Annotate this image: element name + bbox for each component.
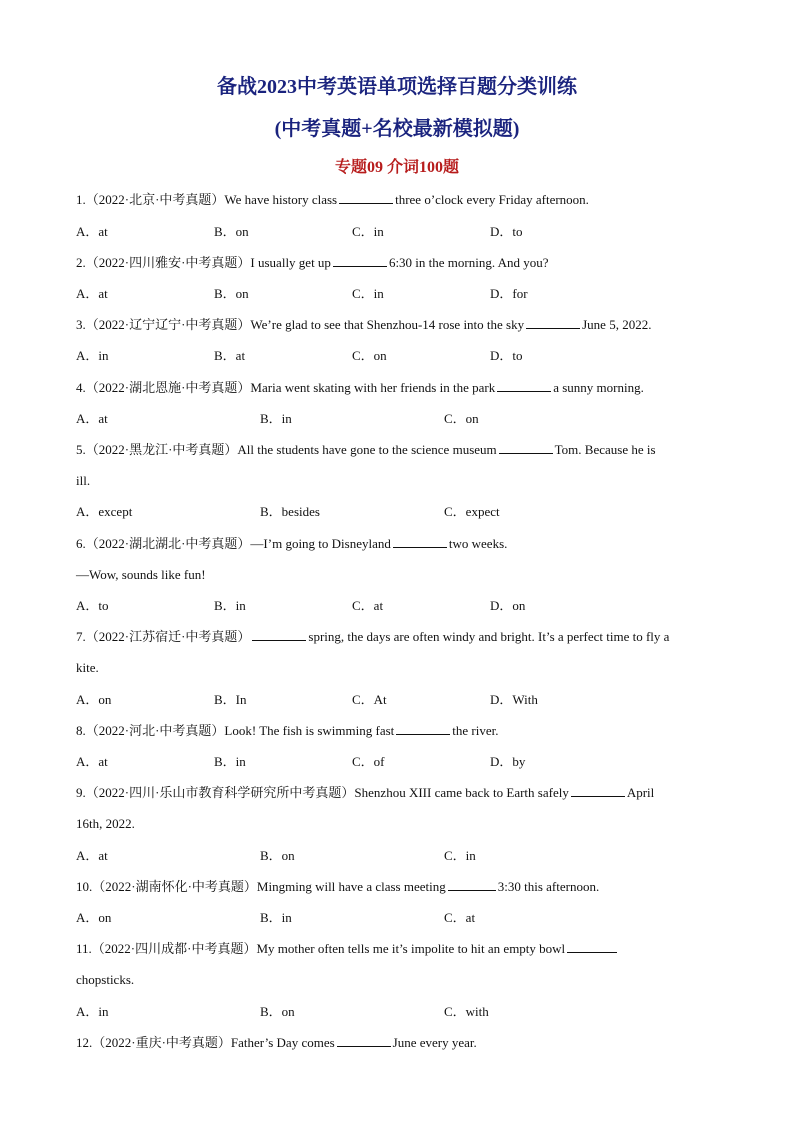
question-source: （2022·湖北恩施·中考真题） — [85, 380, 251, 395]
question-text: We have history class — [224, 192, 338, 207]
question-7-continued — [76, 659, 726, 677]
option-a: A．at — [76, 286, 108, 301]
answer-blank — [396, 722, 450, 735]
answer-blank — [339, 191, 393, 204]
question-6-reply — [76, 566, 726, 584]
question-text: 3:30 this afternoon. — [497, 879, 600, 894]
question-source: （2022·江苏宿迁·中考真题） — [85, 629, 251, 644]
question-source: （2022·辽宁辽宁·中考真题） — [85, 317, 251, 332]
option-a: A．at — [76, 224, 108, 239]
question-text: 6:30 in the morning. And you? — [388, 255, 549, 270]
option-b: B．In — [214, 692, 247, 707]
option-a: A．on — [76, 692, 112, 707]
question-text: April — [626, 785, 655, 800]
question-12 — [76, 1034, 726, 1052]
option-c: C．at — [352, 598, 384, 613]
question-source: （2022·黑龙江·中考真题） — [85, 442, 238, 457]
question-text: Father’s Day comes — [230, 1035, 335, 1050]
option-b: B．on — [260, 848, 295, 863]
option-b: B．in — [214, 754, 246, 769]
answer-blank — [333, 254, 387, 267]
question-text-continued: ill. — [76, 473, 91, 488]
question-text: spring, the days are often windy and bright. It’s a perfect time to fly a — [308, 629, 670, 644]
option-a: A．in — [76, 1004, 109, 1019]
question-text-continued: chopsticks. — [76, 972, 135, 987]
option-c: C．At — [352, 692, 387, 707]
question-number: 8. — [76, 723, 86, 738]
option-b: B．on — [214, 286, 249, 301]
question-text: Maria went skating with her friends in the park — [250, 380, 496, 395]
question-number: 1. — [76, 192, 86, 207]
question-number: 10. — [76, 879, 93, 894]
document-subtitle: (中考真题+名校最新模拟题) — [274, 118, 520, 140]
question-source: （2022·河北·中考真题） — [85, 723, 225, 738]
option-d: D．With — [490, 692, 538, 707]
question-text: Tom. Because he is — [554, 442, 656, 457]
question-text-continued: kite. — [76, 660, 99, 675]
question-number: 4. — [76, 380, 86, 395]
question-source: （2022·四川成都·中考真题） — [91, 941, 257, 956]
question-text: June 5, 2022. — [582, 317, 652, 332]
option-b: B．at — [214, 348, 246, 363]
option-d: D．for — [490, 286, 528, 301]
option-b: B．on — [260, 1004, 295, 1019]
question-text: Look! The fish is swimming fast — [224, 723, 395, 738]
option-a: A．at — [76, 754, 108, 769]
option-c: C．on — [444, 411, 479, 426]
option-c: C．with — [444, 1004, 489, 1019]
question-source: （2022·湖南怀化·中考真题） — [92, 879, 257, 894]
answer-blank — [571, 784, 625, 797]
question-source: （2022·四川·乐山市教育科学研究所中考真题） — [85, 785, 355, 800]
question-text: My mother often tells me it’s impolite to hit an empty bowl — [256, 941, 566, 956]
question-7 — [76, 628, 726, 646]
option-a: A．in — [76, 348, 109, 363]
question-6 — [76, 535, 726, 553]
question-text: We’re glad to see that Shenzhou-14 rose into the sky — [250, 317, 525, 332]
question-text: All the students have gone to the science museum — [237, 442, 497, 457]
option-d: D．to — [490, 348, 523, 363]
option-d: D．by — [490, 754, 526, 769]
question-number: 7. — [76, 629, 86, 644]
question-text: I usually get up — [250, 255, 331, 270]
option-a: A．except — [76, 504, 133, 519]
option-b: B．besides — [260, 504, 320, 519]
option-b: B．in — [214, 598, 246, 613]
question-number: 12. — [76, 1035, 93, 1050]
option-c: C．in — [444, 848, 476, 863]
question-number: 11. — [76, 941, 92, 956]
answer-blank — [337, 1034, 391, 1047]
question-number: 9. — [76, 785, 86, 800]
option-b: B．on — [214, 224, 249, 239]
question-9-continued — [76, 815, 726, 833]
question-source: （2022·北京·中考真题） — [85, 192, 225, 207]
question-number: 3. — [76, 317, 86, 332]
option-c: C．at — [444, 910, 476, 925]
question-11 — [76, 940, 726, 958]
document-title: 备战2023中考英语单项选择百题分类训练 — [217, 76, 577, 98]
question-10 — [76, 878, 726, 896]
question-text: —I’m going to Disneyland — [250, 536, 391, 551]
question-number: 2. — [76, 255, 86, 270]
question-text: two weeks. — [448, 536, 508, 551]
answer-blank — [252, 628, 306, 641]
question-text: a sunny morning. — [553, 380, 644, 395]
option-d: D．to — [490, 224, 523, 239]
option-b: B．in — [260, 910, 292, 925]
answer-blank — [526, 316, 580, 329]
option-b: B．in — [260, 411, 292, 426]
option-a: A．to — [76, 598, 109, 613]
question-source: （2022·重庆·中考真题） — [92, 1035, 231, 1050]
question-source: （2022·四川雅安·中考真题） — [85, 255, 251, 270]
answer-blank — [393, 535, 447, 548]
question-text: Shenzhou XIII came back to Earth safely — [354, 785, 569, 800]
question-5 — [76, 441, 726, 459]
question-text-continued: 16th, 2022. — [76, 816, 135, 831]
question-text: Mingming will have a class meeting — [256, 879, 446, 894]
option-c: C．on — [352, 348, 387, 363]
question-9 — [76, 784, 726, 802]
answer-blank — [567, 940, 617, 953]
option-c: C．in — [352, 224, 384, 239]
option-c: C．in — [352, 286, 384, 301]
answer-blank — [499, 441, 553, 454]
topic-heading: 专题09 介词100题 — [334, 159, 459, 176]
question-text: three o’clock every Friday afternoon. — [395, 192, 589, 207]
question-11-continued — [76, 971, 726, 989]
question-5-continued — [76, 472, 726, 490]
question-text: the river. — [452, 723, 499, 738]
question-number: 6. — [76, 536, 86, 551]
question-text: June every year. — [392, 1035, 477, 1050]
question-source: （2022·湖北湖北·中考真题） — [85, 536, 251, 551]
question-8 — [76, 722, 726, 740]
option-c: C．of — [352, 754, 385, 769]
answer-blank — [497, 379, 551, 392]
option-a: A．at — [76, 411, 108, 426]
answer-blank — [448, 878, 496, 891]
dialogue-reply: —Wow, sounds like fun! — [76, 567, 206, 582]
question-number: 5. — [76, 442, 86, 457]
question-1 — [76, 191, 726, 209]
option-c: C．expect — [444, 504, 500, 519]
option-a: A．at — [76, 848, 108, 863]
question-2 — [76, 254, 726, 272]
option-a: A．on — [76, 910, 112, 925]
question-3 — [76, 316, 726, 334]
question-4 — [76, 379, 726, 397]
option-d: D．on — [490, 598, 526, 613]
